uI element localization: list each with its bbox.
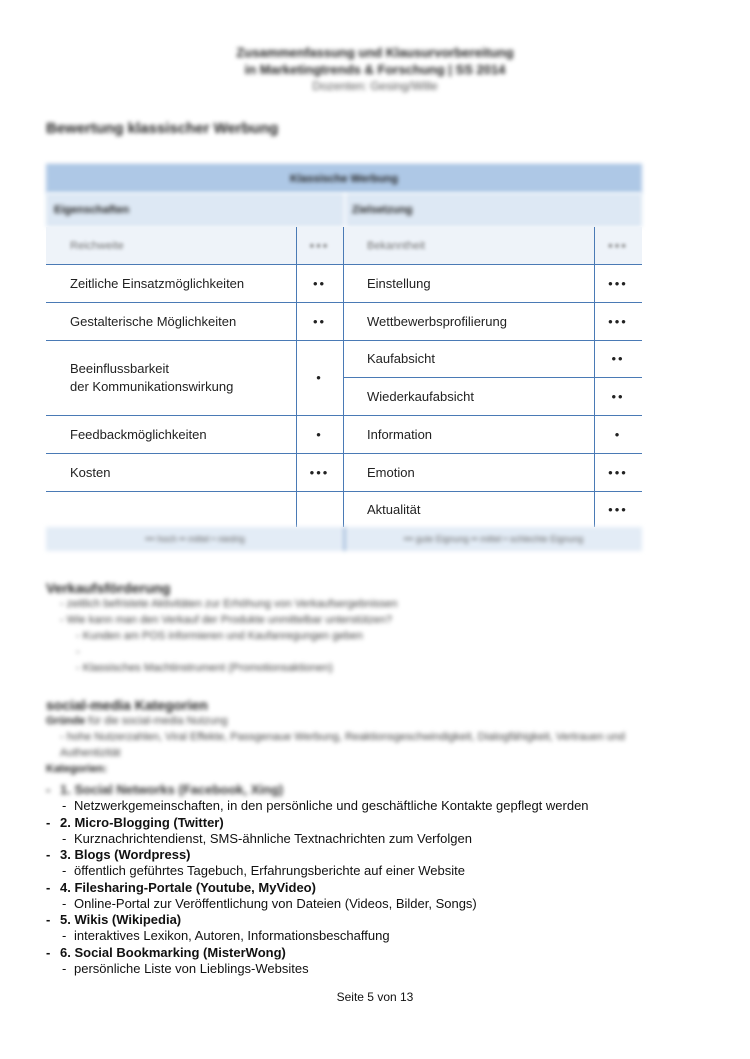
- list-item: - Klassisches Machtinstrument (Promotionsaktionen): [76, 662, 333, 674]
- header-title-line1: Zusammenfassung und Klausurvorbereitung: [236, 45, 514, 60]
- category-description: - persönliche Liste von Lieblings-Websites: [62, 960, 309, 976]
- table-right-rating: •••: [608, 275, 628, 291]
- table-right-rating: ••: [611, 351, 625, 366]
- section-title-social-media: social-media Kategorien: [46, 697, 208, 713]
- table-left-legend: ••• hoch •• mittel • niedrig: [46, 527, 345, 551]
- section-title-werbung: Bewertung klassischer Werbung: [46, 120, 279, 137]
- list-item: - Wie kann man den Verkauf der Produkte unmittelbar unterstützen?: [60, 614, 393, 626]
- category-description: - öffentlich geführtes Tagebuch, Erfahrungsberichte auf einer Website: [62, 863, 465, 878]
- rating-table: [46, 164, 642, 551]
- table-left-label: Reichweite: [70, 239, 124, 252]
- table-left-label: Beeinflussbarkeit der Kommunikationswirkung: [70, 360, 234, 394]
- table-right-rating: •••: [608, 464, 628, 480]
- table-left-rating: •••: [309, 464, 330, 480]
- table-right-label: Einstellung: [367, 275, 431, 291]
- table-left-rating: ••: [312, 313, 327, 329]
- category-description: - Kurznachrichtendienst, SMS-ähnliche Textnachrichten zum Verfolgen: [62, 830, 472, 846]
- category-description: - Netzwerkgemeinschaften, in den persönliche und geschäftliche Kontakte gepflegt werden: [62, 798, 589, 813]
- table-left-rating: •: [316, 370, 323, 385]
- category-title: - 1. Social Networks (Facebook, Xing): [46, 782, 284, 797]
- table-right-label: Information: [367, 426, 433, 442]
- section-social-media: [46, 697, 686, 777]
- category-title: - 4. Filesharing-Portale (Youtube, MyVideo): [46, 879, 316, 895]
- table-body: [46, 227, 642, 527]
- table-right-label: Kaufabsicht: [367, 351, 435, 366]
- table-left-header: Eigenschaften: [46, 193, 346, 227]
- table-right-label: Wiederkaufabsicht: [367, 388, 474, 404]
- table-title: Klassische Werbung: [46, 164, 642, 193]
- section-title-verkaufsfoerderung: Verkaufsförderung: [46, 580, 171, 596]
- header-lecturers: Dozenten: Gesing/Wille: [312, 79, 438, 93]
- category-list: [46, 782, 706, 977]
- category-description: - Online-Portal zur Veröffentlichung von Dateien (Videos, Bilder, Songs): [62, 895, 477, 911]
- table-left-label: Kosten: [70, 464, 111, 480]
- reasons-line: Gründe für die social-media Nutzung: [46, 715, 228, 727]
- table-right-label: Emotion: [367, 464, 415, 480]
- category-title: - 5. Wikis (Wikipedia): [46, 912, 182, 927]
- table-right-label: Wettbewerbsprofilierung: [367, 313, 507, 329]
- table-right-header: Zielsetzung: [352, 204, 413, 216]
- document-header: [0, 44, 750, 95]
- table-right-rating: •••: [608, 313, 628, 329]
- category-title: - 2. Micro-Blogging (Twitter): [46, 814, 224, 830]
- category-title: - 3. Blogs (Wordpress): [46, 847, 191, 862]
- page-number: Seite 5 von 13: [336, 990, 414, 1004]
- table-right-rating: •••: [608, 238, 628, 253]
- table-left-label: Gestalterische Möglichkeiten: [70, 313, 237, 329]
- table-left-rating: ••: [312, 275, 327, 291]
- list-item: - Kunden am POS informieren und Kaufanregungen geben: [76, 630, 363, 642]
- table-right-label: Aktualität: [367, 501, 421, 517]
- categories-label: Kategorien:: [46, 763, 108, 775]
- section-verkaufsfoerderung: [46, 580, 686, 676]
- table-right-legend: ••• gute Eignung •• mittel • schlechte Eignung: [403, 534, 584, 544]
- header-title-line2: in Marketingtrends & Forschung | SS 2014: [244, 62, 506, 77]
- table-left-rating: •: [316, 426, 323, 442]
- table-right-rating: ••: [611, 388, 625, 404]
- category-description: - interaktives Lexikon, Autoren, Informationsbeschaffung: [62, 928, 390, 943]
- table-left-label: Zeitliche Einsatzmöglichkeiten: [70, 275, 245, 291]
- table-left-label: Feedbackmöglichkeiten: [70, 426, 207, 442]
- table-legend: [46, 527, 642, 551]
- reasons-text: - hohe Nutzerzahlen, Viral Effekte, Passgenaue Werbung, Reaktionsgeschwindigkeit, Dialogfähigkeit, Vertrauen und Authentizität: [60, 731, 626, 759]
- table-right-rating: •••: [608, 501, 628, 517]
- table-subheader: [46, 193, 642, 227]
- table-right-rating: •: [614, 426, 622, 442]
- category-title: - 6. Social Bookmarking (MisterWong): [46, 944, 286, 960]
- table-right-label: Bekanntheit: [367, 239, 426, 252]
- list-item: - zeitlich befristete Aktivitäten zur Erhöhung von Verkaufsergebnissen: [60, 598, 398, 610]
- table-left-rating: •••: [309, 238, 330, 253]
- list-item: -: [76, 646, 80, 658]
